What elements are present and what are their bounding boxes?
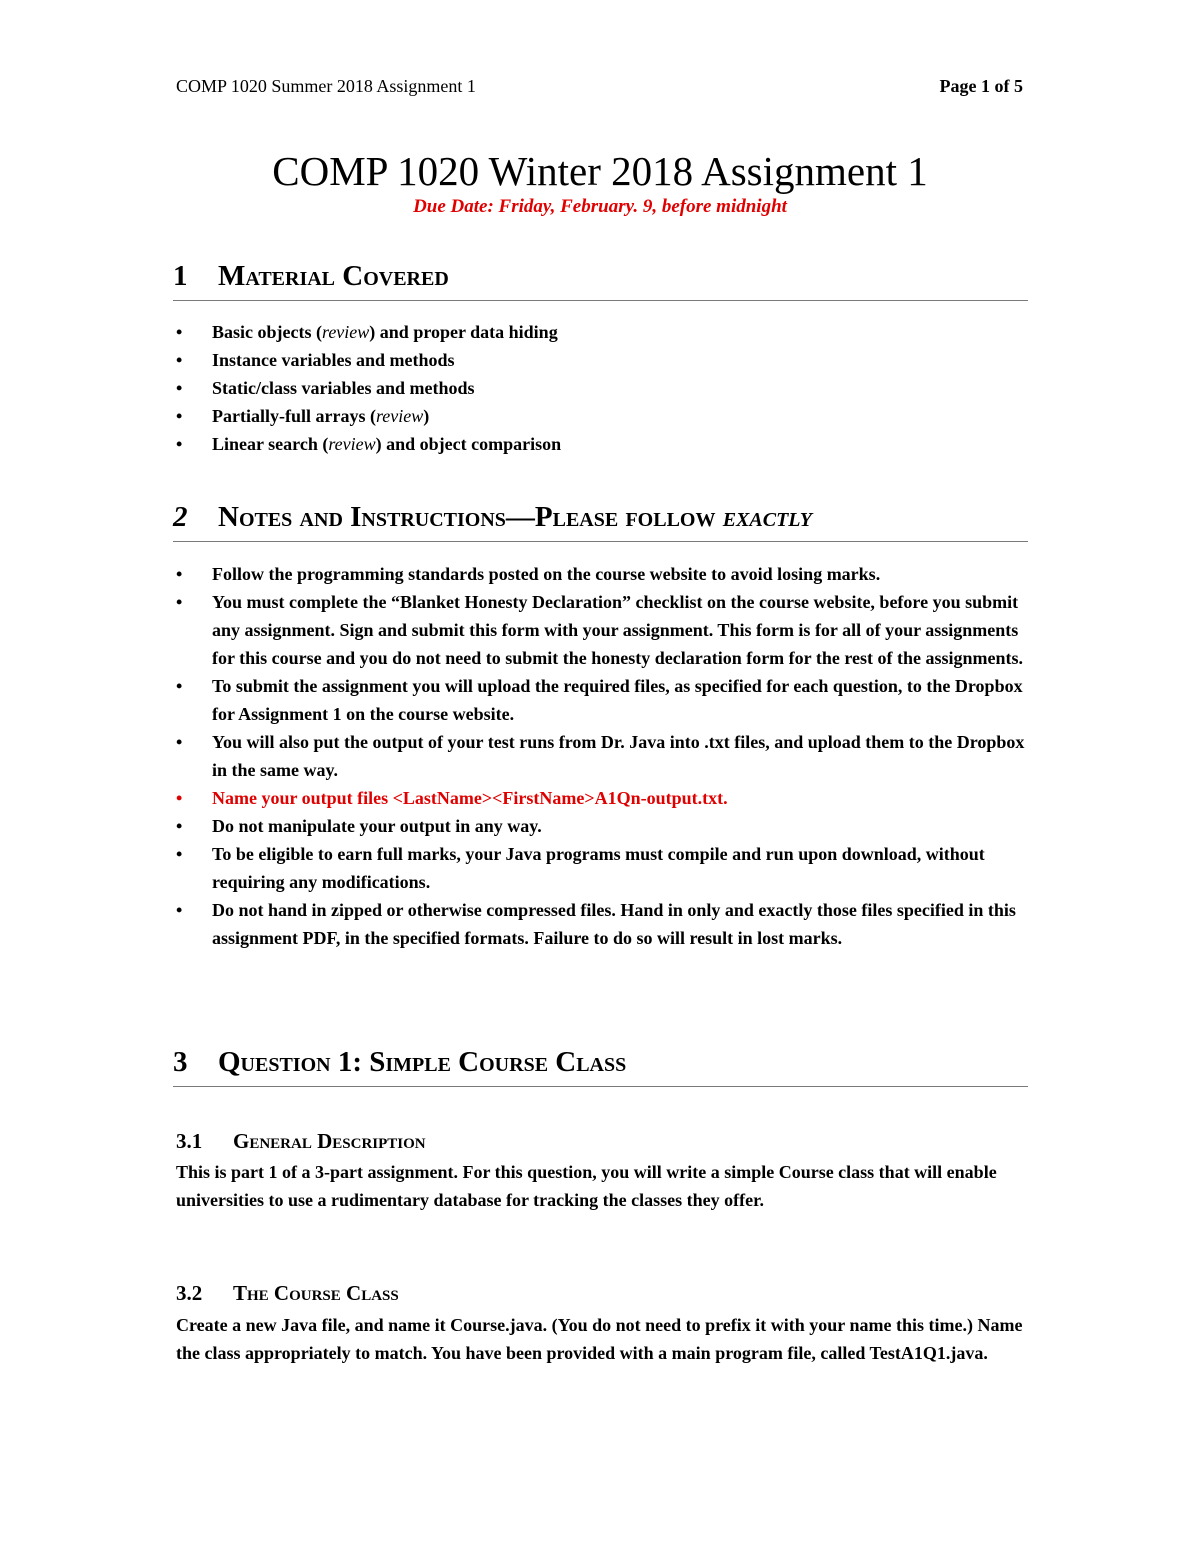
section-title: Notes and Instructions—Please follow — [218, 501, 723, 533]
document-title: COMP 1020 Winter 2018 Assignment 1 — [272, 148, 928, 194]
general-description-text: This is part 1 of a 3-part assignment. For this question, you will write a simple Course class that will enable universities to use a rudimentary database for tracking the classes they offer. — [176, 1162, 997, 1210]
list-item: • Do not hand in zipped or otherwise compressed files. Hand in only and exactly those files specified in this assignment PDF, in the specified formats. Failure to do so will result in lost marks. — [176, 896, 1026, 952]
section-title: Material Covered — [218, 260, 449, 292]
list-item: • Partially-full arrays (review) — [176, 402, 1026, 430]
list-item: • Linear search (review) and object comparison — [176, 430, 1026, 458]
list-item: • Do not manipulate your output in any way. — [176, 812, 1026, 840]
list-item: • Instance variables and methods — [176, 346, 1026, 374]
course-class-text: Create a new Java file, and name it Course.java. (You do not need to prefix it with your name this time.) Name the class appropriately to match. You have been provided with a main program file, called TestA1Q1.java. — [176, 1315, 1023, 1363]
subsection-number: 3.2 — [176, 1281, 203, 1305]
subsection-3-2-heading — [176, 1280, 399, 1306]
section-number: 2 — [173, 501, 188, 533]
list-item: • Basic objects (review) and proper data hiding — [176, 318, 1026, 346]
section-3-heading — [173, 1044, 1028, 1087]
section-title-emphasis: exactly — [722, 501, 812, 533]
subsection-number: 3.1 — [176, 1129, 203, 1153]
section-2-heading — [173, 499, 1028, 542]
material-list — [176, 318, 1026, 458]
list-item: • To submit the assignment you will upload the required files, as specified for each question, to the Dropbox for Assignment 1 on the course website. — [176, 672, 1026, 728]
list-item: • To be eligible to earn full marks, your Java programs must compile and run upon download, without requiring any modifications. — [176, 840, 1026, 896]
subsection-title: General Description — [233, 1129, 426, 1153]
section-number: 3 — [173, 1046, 188, 1078]
section-1-heading — [173, 258, 1028, 301]
section-title: Question 1: Simple Course Class — [218, 1046, 627, 1078]
list-item-highlighted: • Name your output files <LastName><FirstName>A1Qn-output.txt. — [176, 784, 1026, 812]
section-number: 1 — [173, 260, 188, 292]
header-course-label: COMP 1020 Summer 2018 Assignment 1 — [176, 76, 476, 96]
header-page-number: Page 1 of 5 — [939, 76, 1023, 96]
list-item: • You will also put the output of your test runs from Dr. Java into .txt files, and upload them to the Dropbox in the same way. — [176, 728, 1026, 784]
subsection-3-1-heading — [176, 1128, 426, 1154]
instructions-list — [176, 560, 1026, 952]
subsection-title: The Course Class — [233, 1281, 399, 1305]
list-item: • Static/class variables and methods — [176, 374, 1026, 402]
due-date: Due Date: Friday, February. 9, before midnight — [413, 196, 787, 217]
list-item: • Follow the programming standards posted on the course website to avoid losing marks. — [176, 560, 1026, 588]
list-item: • You must complete the “Blanket Honesty Declaration” checklist on the course website, before you submit any assignment. Sign and submit this form with your assignment. This form is for all of your assignments for this course and you do not need to submit the honesty declaration form for the rest of the assignments. — [176, 588, 1026, 672]
